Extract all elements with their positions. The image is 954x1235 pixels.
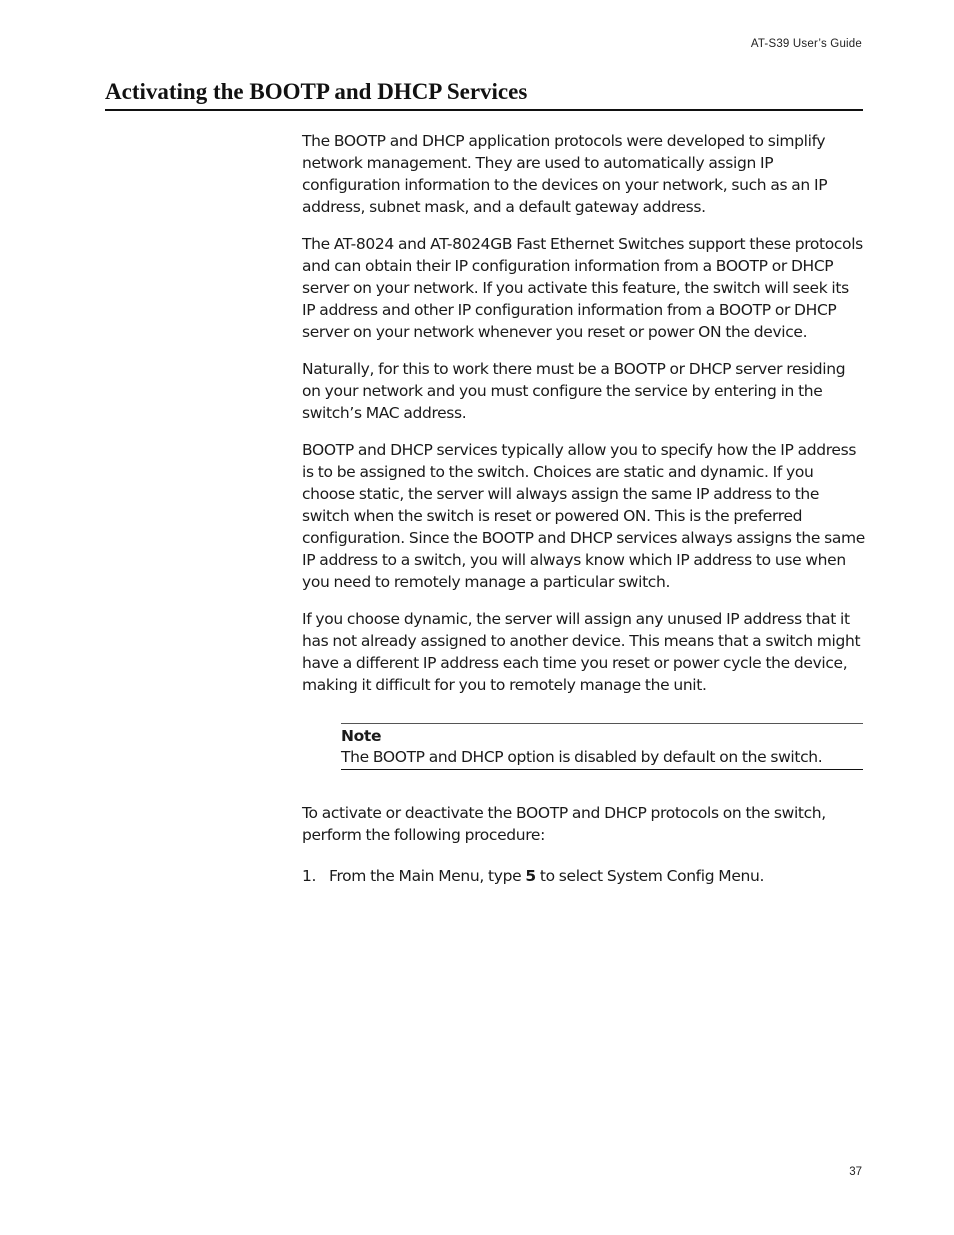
paragraph-server-requirement: Naturally, for this to work there must be a BOOTP or DHCP server residing on your network and you must configure the service by entering in the switch’s MAC address. <box>302 360 846 422</box>
step-text-before: From the Main Menu, type <box>329 867 526 885</box>
step-text <box>329 865 764 887</box>
body-column <box>302 130 866 887</box>
procedure-intro: To activate or deactivate the BOOTP and DHCP protocols on the switch, perform the following procedure: <box>302 804 826 844</box>
step-key: 5 <box>525 867 536 885</box>
page-number: 37 <box>849 1166 862 1178</box>
note-heading: Note <box>341 727 382 745</box>
running-header: AT-S39 User’s Guide <box>750 38 862 50</box>
step-text-after: to select System Config Menu. <box>535 867 765 885</box>
procedure-step <box>302 865 866 887</box>
section-title: Activating the BOOTP and DHCP Services <box>105 79 863 111</box>
paragraph-static-assignment: BOOTP and DHCP services typically allow you to specify how the IP address is to be assigned to the switch. Choices are static and dynamic. If you choose static, the server will always assign the same IP address to the switch when the switch is reset or powered ON. This is the preferred configuration. Since the BOOTP and DHCP services always assigns the same IP address to a switch, you will always know which IP address to use when you need to remotely manage a particular switch. <box>302 441 865 591</box>
note-box <box>341 723 863 770</box>
paragraph-switch-support: The AT-8024 and AT-8024GB Fast Ethernet Switches support these protocols and can obtain their IP configuration information from a BOOTP or DHCP server on your network. If you activate this feature, the switch will seek its IP address and other IP configuration information from a BOOTP or DHCP server on your network whenever you reset or power ON the device. <box>302 235 863 341</box>
paragraph-dynamic-assignment: If you choose dynamic, the server will assign any unused IP address that it has not already assigned to another device. This means that a switch might have a different IP address each time you reset or power cycle the device, making it difficult for you to remotely manage the unit. <box>302 610 861 694</box>
step-number: 1. <box>302 867 317 885</box>
paragraph-intro: The BOOTP and DHCP application protocols were developed to simplify network management. They are used to automatically assign IP configuration information to the devices on your network, such as an IP address, subnet mask, and a default gateway address. <box>302 132 828 216</box>
note-text: The BOOTP and DHCP option is disabled by default on the switch. <box>341 748 823 766</box>
